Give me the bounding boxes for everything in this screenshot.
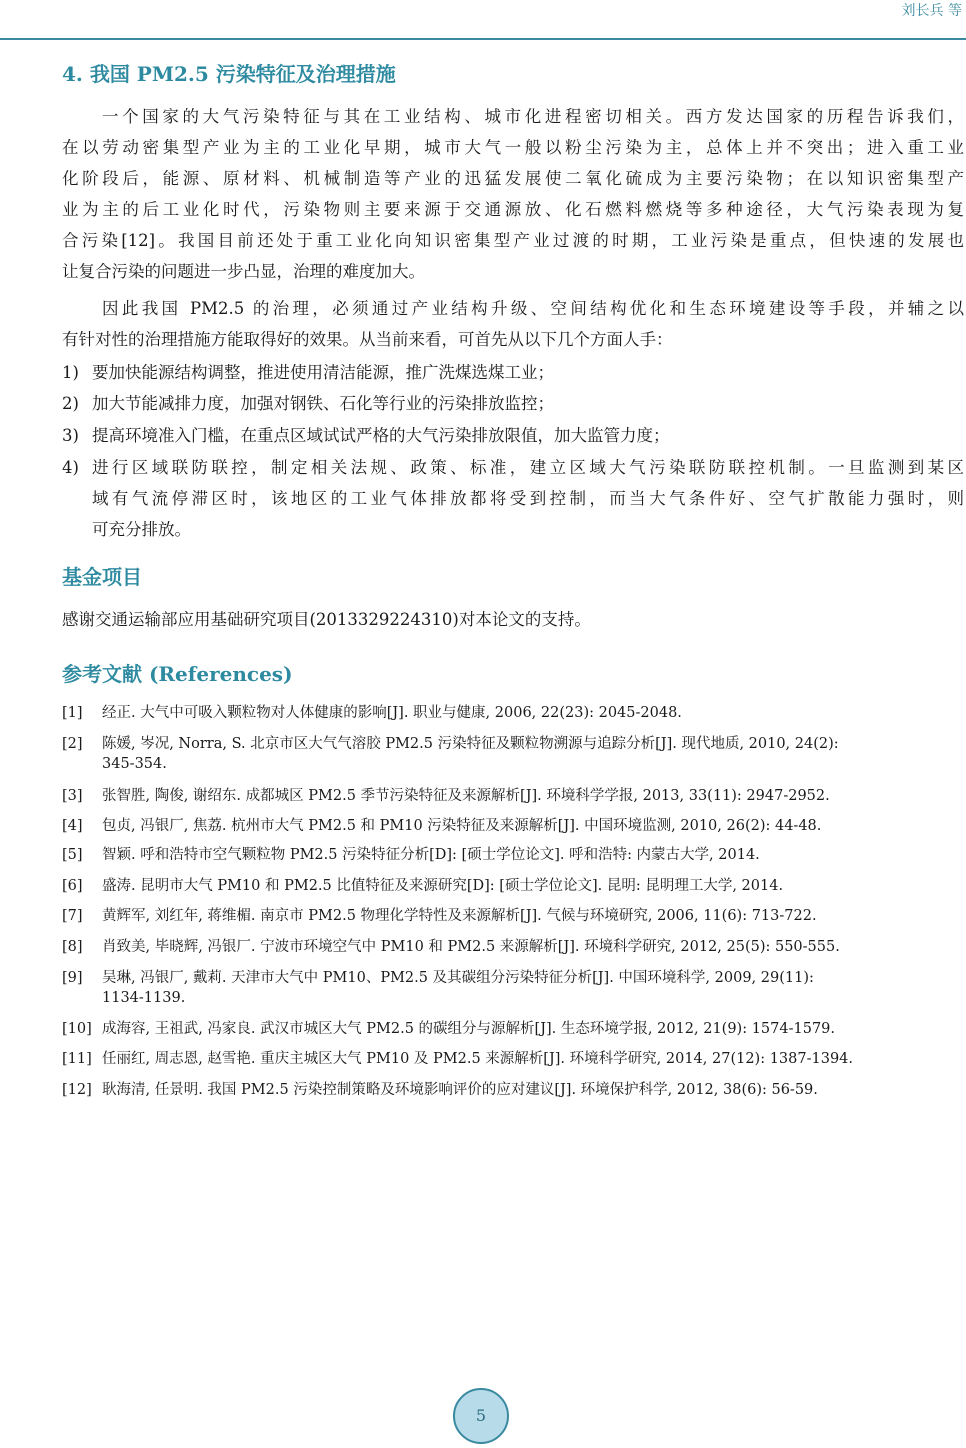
reference-text: 肖致美, 毕晓辉, 冯银厂. 宁波市环境空气中 PM10 和 PM2.5 来源解析[J]. 环境科学研究, 2012, 25(5): 550-555. (102, 939, 840, 955)
list-item-text: 加大节能减排力度，加强对钢铁、石化等行业的污染排放监控； (92, 394, 554, 413)
fund-heading: 基金项目 (62, 565, 142, 589)
reference-text: 盛涛. 昆明市大气 PM10 和 PM2.5 比值特征及来源研究[D]: [硕士学位论文]. 昆明: 昆明理工大学, 2014. (102, 878, 784, 894)
reference-text: 陈媛, 岑况, Norra, S. 北京市区大气气溶胶 PM2.5 污染特征及颗粒物溯源与追踪分析[J]. 现代地质, 2010, 24(2): (102, 736, 839, 752)
list-item-text: 进行区域联防联控，制定相关法规、政策、标准，建立区域大气污染联防联控机制。一旦监测到某区 (92, 458, 964, 477)
header-rule (0, 38, 966, 40)
page-number: 5 (453, 1388, 509, 1444)
reference-text: 包贞, 冯银厂, 焦荔. 杭州市大气 PM2.5 和 PM10 污染特征及来源解析[J]. 中国环境监测, 2010, 26(2): 44-48. (102, 818, 822, 834)
reference-text: 任丽红, 周志恩, 赵雪艳. 重庆主城区大气 PM10 及 PM2.5 来源解析[J]. 环境科学研究, 2014, 27(12): 1387-1394. (102, 1051, 854, 1067)
reference-text: 吴琳, 冯银厂, 戴莉. 天津市大气中 PM10、PM2.5 及其碳组分污染特征分析[J]. 中国环境科学, 2009, 29(11): (102, 970, 814, 986)
fund-text: 感谢交通运输部应用基础研究项目(2013329224310)对本论文的支持。 (62, 610, 591, 629)
reference-number: [3] (62, 788, 83, 804)
reference-text: 345-354. (102, 756, 167, 772)
section-heading: 4. 我国 PM2.5 污染特征及治理措施 (62, 62, 396, 86)
reference-number: [10] (62, 1021, 92, 1037)
paragraph-line: 因此我国 PM2.5 的治理，必须通过产业结构升级、空间结构优化和生态环境建设等手段，并辅之以 (102, 299, 964, 318)
reference-number: [1] (62, 705, 83, 721)
reference-number: [7] (62, 908, 83, 924)
paragraph-line: 业为主的后工业化时代，污染物则主要来源于交通源放、化石燃料燃烧等多种途径，大气污染表现为复 (62, 200, 964, 219)
reference-text: 耿海清, 任景明. 我国 PM2.5 污染控制策略及环境影响评价的应对建议[J]. 环境保护科学, 2012, 38(6): 56-59. (102, 1082, 818, 1098)
reference-number: [12] (62, 1082, 92, 1098)
reference-number: [11] (62, 1051, 92, 1067)
list-number: 3) (62, 426, 79, 445)
list-item-text: 要加快能源结构调整，推进使用清洁能源，推广洗煤选煤工业； (92, 363, 554, 382)
reference-text: 黄辉军, 刘红年, 蒋维楣. 南京市 PM2.5 物理化学特性及来源解析[J]. 气候与环境研究, 2006, 11(6): 713-722. (102, 908, 817, 924)
reference-text: 经正. 大气中可吸入颗粒物对人体健康的影响[J]. 职业与健康, 2006, 22(23): 2045-2048. (102, 705, 682, 721)
list-item-text: 域有气流停滞区时，该地区的工业气体排放都将受到控制，而当大气条件好、空气扩散能力强时，则 (92, 489, 964, 508)
reference-number: [6] (62, 878, 83, 894)
paragraph-line: 合污染[12]。我国目前还处于重工业化向知识密集型产业过渡的时期，工业污染是重点，但快速的发展也 (62, 231, 964, 250)
reference-number: [5] (62, 847, 83, 863)
paragraph-line: 让复合污染的问题进一步凸显，治理的难度加大。 (62, 262, 425, 281)
list-number: 4) (62, 458, 79, 477)
paragraph-line: 一个国家的大气污染特征与其在工业结构、城市化进程密切相关。西方发达国家的历程告诉我们， (102, 107, 964, 126)
paragraph-line: 有针对性的治理措施方能取得好的效果。从当前来看，可首先从以下几个方面人手： (62, 330, 673, 349)
running-header-author: 刘长兵 等 (901, 3, 962, 19)
reference-text: 张智胜, 陶俊, 谢绍东. 成都城区 PM2.5 季节污染特征及来源解析[J]. 环境科学学报, 2013, 33(11): 2947-2952. (102, 788, 830, 804)
paragraph-line: 在以劳动密集型产业为主的工业化早期，城市大气一般以粉尘污染为主，总体上并不突出；进入重工业 (62, 138, 964, 157)
list-number: 1) (62, 363, 79, 382)
paragraph-line: 化阶段后，能源、原材料、机械制造等产业的迅猛发展使二氧化硫成为主要污染物；在以知识密集型产 (62, 169, 964, 188)
list-item-text: 提高环境准入门槛，在重点区域试试严格的大气污染排放限值，加大监管力度； (92, 426, 670, 445)
reference-number: [8] (62, 939, 83, 955)
list-item-text: 可充分排放。 (92, 520, 191, 539)
references-heading: 参考文献 (References) (62, 662, 293, 686)
reference-number: [9] (62, 970, 83, 986)
reference-text: 1134-1139. (102, 990, 186, 1006)
reference-text: 成海容, 王祖武, 冯家良. 武汉市城区大气 PM2.5 的碳组分与源解析[J]. 生态环境学报, 2012, 21(9): 1574-1579. (102, 1021, 836, 1037)
reference-number: [2] (62, 736, 83, 752)
reference-text: 智颖. 呼和浩特市空气颗粒物 PM2.5 污染特征分析[D]: [硕士学位论文]. 呼和浩特: 内蒙古大学, 2014. (102, 847, 760, 863)
reference-number: [4] (62, 818, 83, 834)
list-number: 2) (62, 394, 79, 413)
